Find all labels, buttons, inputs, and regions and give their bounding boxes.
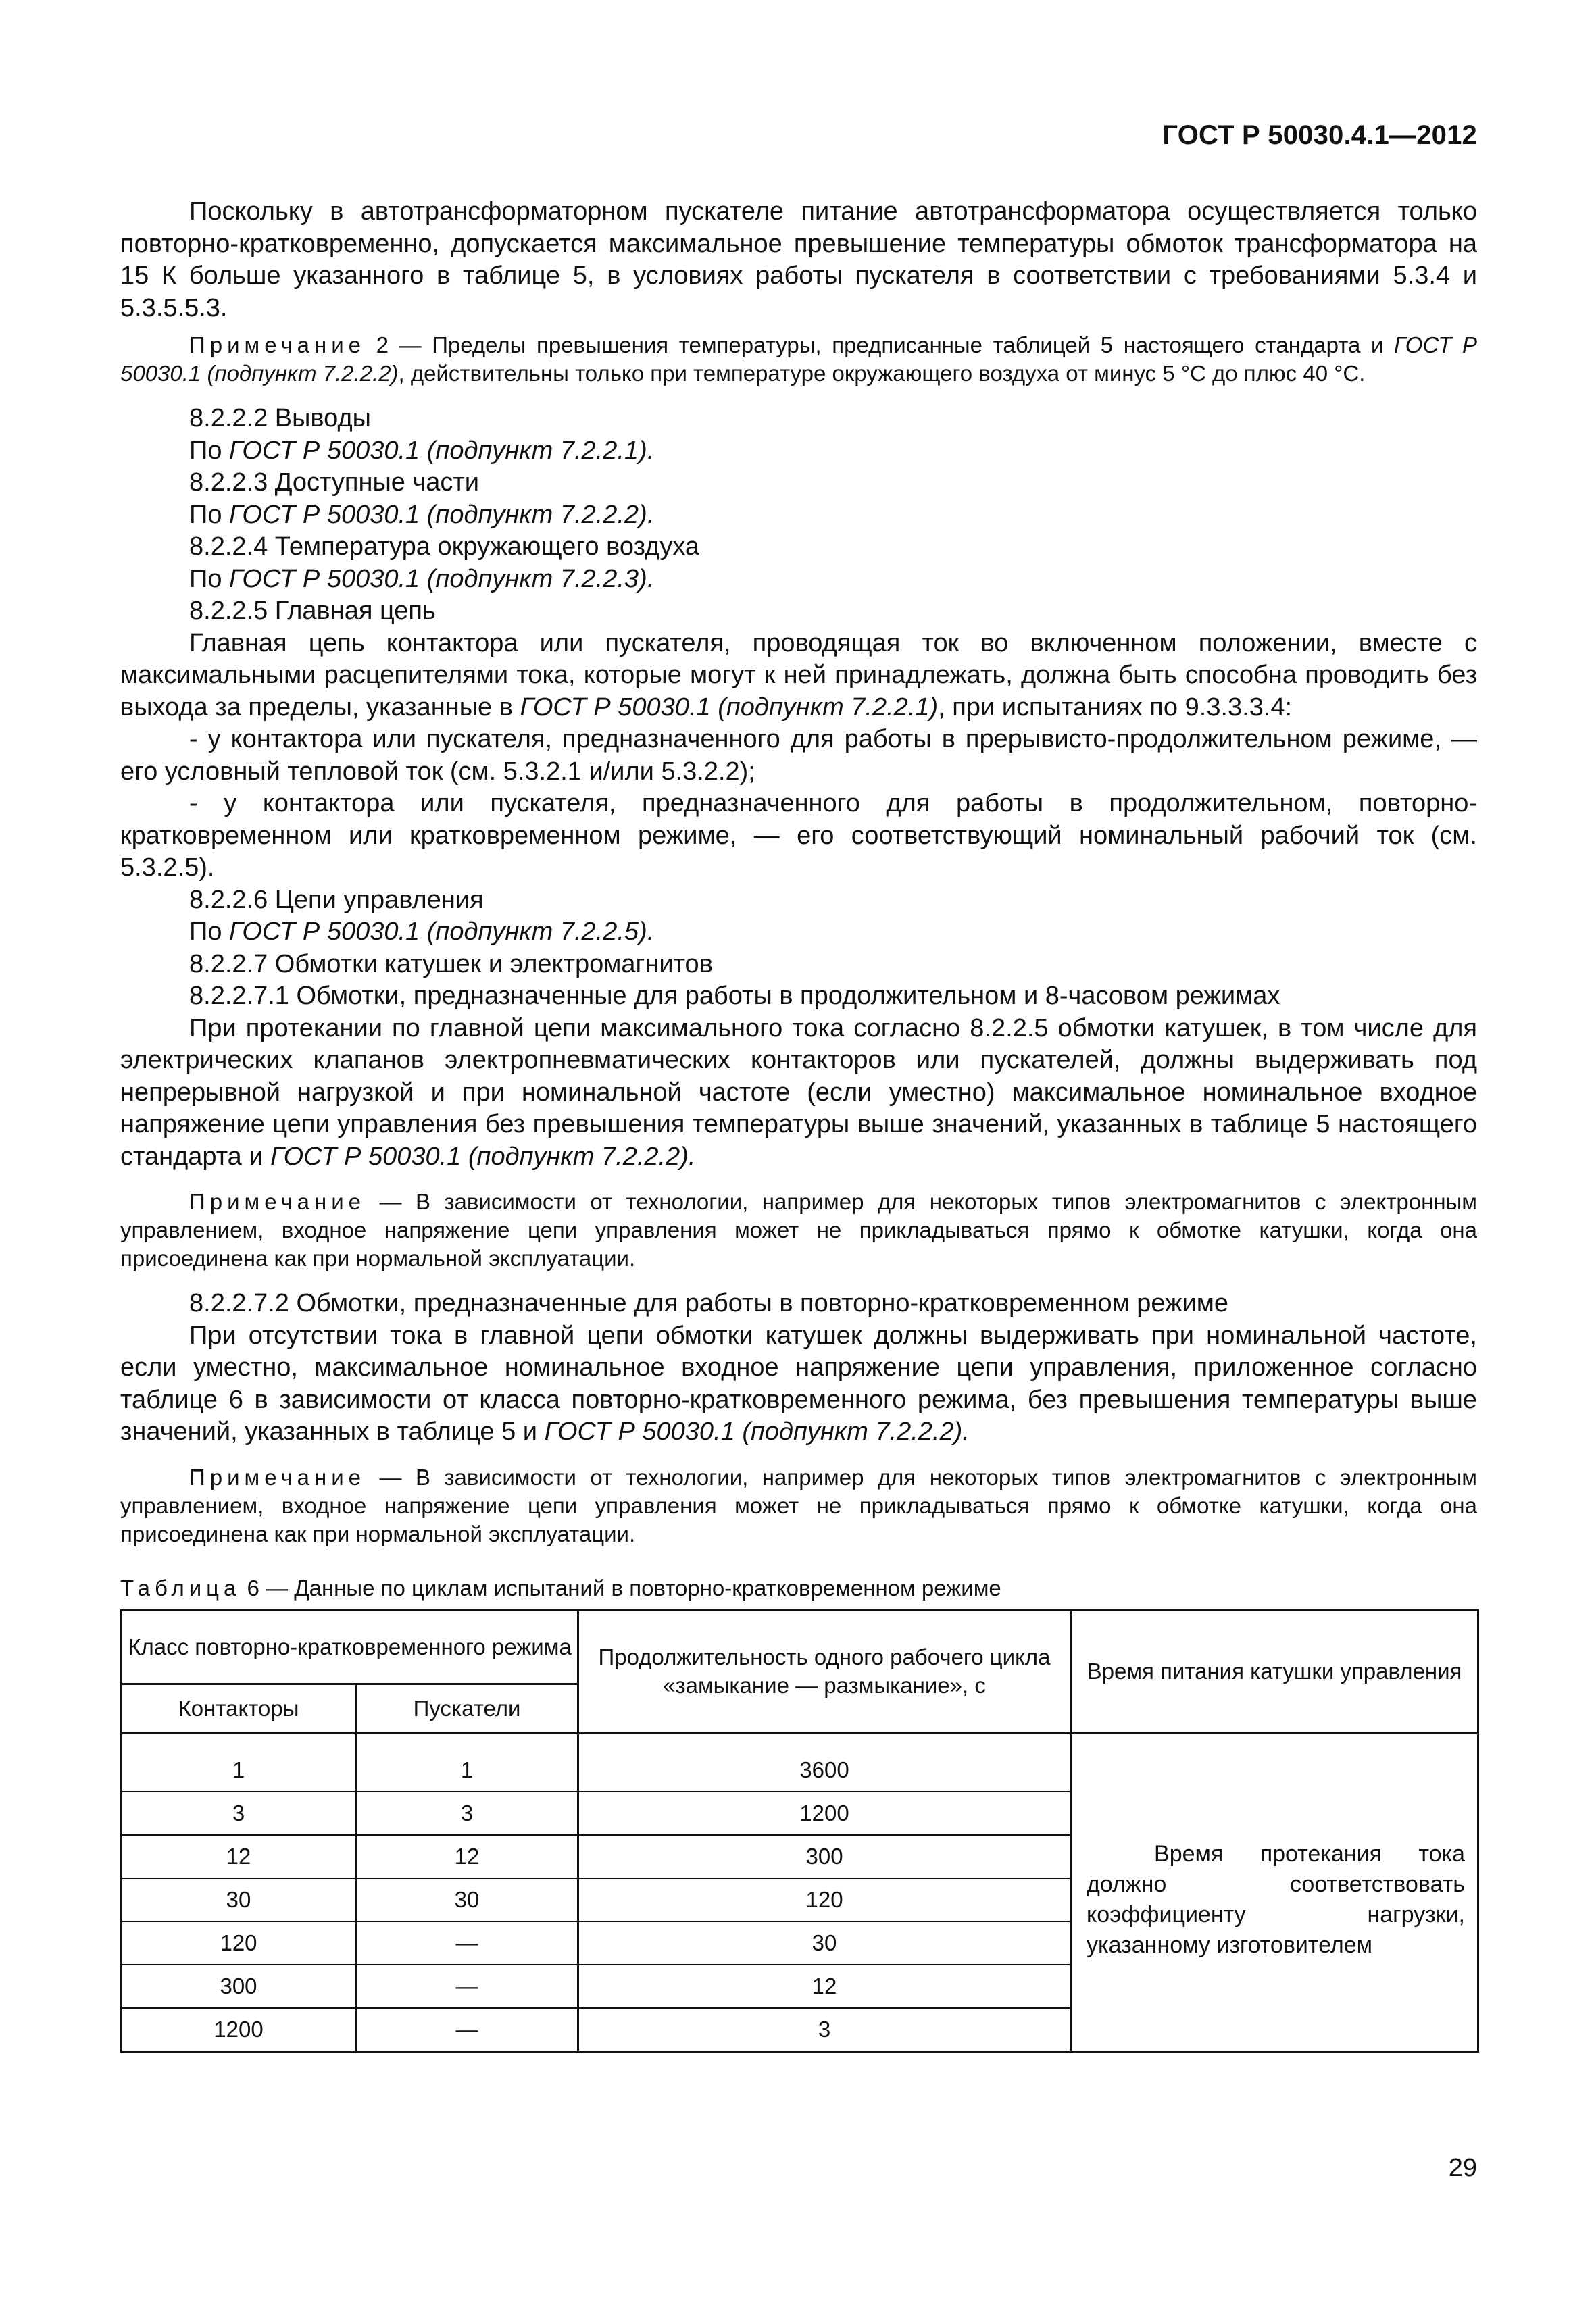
document-body (120, 196, 1477, 2053)
note-label: Примечание (189, 332, 366, 357)
section-8-2-2-3-ref: По ГОСТ Р 50030.1 (подпункт 7.2.2.2). (189, 500, 655, 529)
section-8-2-2-7-1-title: 8.2.2.7.1 Обмотки, предназначенные для работы в продолжительном и 8-часовом режимах (189, 982, 1280, 1010)
cell-contactors: 300 (122, 1965, 356, 2008)
cell-starters: — (356, 2008, 578, 2052)
cell-contactors: 120 (122, 1921, 356, 1965)
section-8-2-2-7-title: 8.2.2.7 Обмотки катушек и электромагнитов (189, 949, 713, 978)
header-class-group: Класс повторно-кратковременного режима (122, 1610, 578, 1684)
cell-duration: 3 (578, 2008, 1071, 2052)
table-6 (120, 1609, 1479, 2053)
note-ref: ГОСТ Р 50030.1 (подпункт 7.2.2.2) (120, 332, 1477, 386)
cell-starters: 30 (356, 1878, 578, 1921)
cell-contactors: 12 (122, 1835, 356, 1878)
table-6-caption: Таблица 6 — Данные по циклам испытаний в повторно-кратковременном режиме (120, 1575, 1001, 1601)
cell-starters: 12 (356, 1835, 578, 1878)
cell-starters: — (356, 1921, 578, 1965)
cell-contactors: 1200 (122, 2008, 356, 2052)
cell-duration: 12 (578, 1965, 1071, 2008)
section-8-2-2-5-item-2: - у контактора или пускателя, предназначенного для работы в продолжительном, повторно-кратковременном или кратковременном режиме, — его соответствующий номинальный рабочий ток (см. 5.3.2.5). (120, 789, 1477, 882)
section-8-2-2-7-2-title: 8.2.2.7.2 Обмотки, предназначенные для работы в повторно-кратковременном режиме (189, 1289, 1229, 1317)
header-duration: Продолжительность одного рабочего цикла «замыкание — размыкание», с (578, 1610, 1071, 1733)
cell-starters: 1 (356, 1749, 578, 1792)
note-label: Примечание (189, 1189, 366, 1214)
cell-duration: 3600 (578, 1749, 1071, 1792)
note-label: Примечание (189, 1464, 366, 1490)
section-8-2-2-7-2-body: При отсутствии тока в главной цепи обмотки катушек должны выдерживать при номинальной частоте, если уместно, максимальное номинальное входное напряжение цепи управления, приложенное согласно таблице 6 в зависимости от класса повторно-кратковременного режима, без превышения температуры выше значений, указанных в таблице 5 и ГОСТ Р 50030.1 (подпункт 7.2.2.2). (120, 1321, 1477, 1446)
section-8-2-2-2-ref: По ГОСТ Р 50030.1 (подпункт 7.2.2.1). (189, 436, 655, 465)
cell-duration: 300 (578, 1835, 1071, 1878)
section-8-2-2-2-title: 8.2.2.2 Выводы (189, 404, 371, 432)
header-contactors: Контакторы (122, 1684, 356, 1733)
section-8-2-2-7-1-body: При протекании по главной цепи максимального тока согласно 8.2.2.5 обмотки катушек, в том числе для электрических клапанов электропневматических контакторов или пускателей, должны выдерживать под непрерывной нагрузкой и при номинальной частоте (если уместно) максимальное номинальное входное напряжение цепи управления без превышения температуры выше значений, указанных в таблице 5 настоящего стандарта и ГОСТ Р 50030.1 (подпункт 7.2.2.2). (120, 1013, 1477, 1171)
cell-starters: — (356, 1965, 578, 2008)
section-8-2-2-6-ref: По ГОСТ Р 50030.1 (подпункт 7.2.2.5). (189, 917, 655, 946)
cell-duration: 120 (578, 1878, 1071, 1921)
section-8-2-2-5-title: 8.2.2.5 Главная цепь (189, 597, 436, 625)
page-number: 29 (1448, 2154, 1477, 2182)
section-8-2-2-5-item-1: - у контактора или пускателя, предназначенного для работы в прерывисто-продолжительном режиме, — его условный тепловой ток (см. 5.3.2.1 и/или 5.3.2.2); (120, 725, 1477, 786)
note-2: Примечание 2 — Пределы превышения температуры, предписанные таблицей 5 настоящего стандарта и ГОСТ Р 50030.1 (подпункт 7.2.2.2), действительны только при температуре окружающего воздуха от минус 5 °С до плюс 40 °С. (120, 332, 1477, 386)
cell-contactors: 1 (122, 1749, 356, 1792)
section-8-2-2-5-body: Главная цепь контактора или пускателя, проводящая ток во включенном положении, вместе с максимальными расцепителями тока, которые могут к ней принадлежать, должна быть способна проводить без выхода за пределы, указанные в ГОСТ Р 50030.1 (подпункт 7.2.2.1), при испытаниях по 9.3.3.3.4: (120, 628, 1477, 722)
cell-supply-time: Время протекания тока должно соответствовать коэффициенту нагрузки, указанному изготовителем (1071, 1749, 1478, 2052)
header-supply-time: Время питания катушки управления (1071, 1610, 1478, 1733)
cell-contactors: 30 (122, 1878, 356, 1921)
section-8-2-2-4-ref: По ГОСТ Р 50030.1 (подпункт 7.2.2.3). (189, 564, 655, 593)
cell-duration: 30 (578, 1921, 1071, 1965)
note-section-8-2-2-7-1: Примечание — В зависимости от технологии, например для некоторых типов электромагнитов с электронным управлением, входное напряжение цепи управления может не прикладываться прямо к обмотке катушки, когда она присоединена как при нормальной эксплуатации. (120, 1189, 1477, 1271)
table-row (122, 1749, 1478, 1792)
header-starters: Пускатели (356, 1684, 578, 1733)
cell-duration: 1200 (578, 1792, 1071, 1835)
note-section-8-2-2-7-2: Примечание — В зависимости от технологии, например для некоторых типов электромагнитов с электронным управлением, входное напряжение цепи управления может не прикладываться прямо к обмотке катушки, когда она присоединена как при нормальной эксплуатации. (120, 1464, 1477, 1546)
section-8-2-2-6-title: 8.2.2.6 Цепи управления (189, 885, 484, 914)
document-header: ГОСТ Р 50030.4.1—2012 (1162, 120, 1477, 150)
section-8-2-2-4-title: 8.2.2.4 Температура окружающего воздуха (189, 532, 700, 561)
cell-starters: 3 (356, 1792, 578, 1835)
section-8-2-2-3-title: 8.2.2.3 Доступные части (189, 468, 480, 497)
cell-contactors: 3 (122, 1792, 356, 1835)
intro-paragraph: Поскольку в автотрансформаторном пускателе питание автотрансформатора осуществляется только повторно-кратковременно, допускается максимальное превышение температуры обмоток трансформатора на 15 К больше указанного в таблице 5, в условиях работы пускателя в соответствии с требованиями 5.3.4 и 5.3.5.5.3. (120, 197, 1477, 322)
